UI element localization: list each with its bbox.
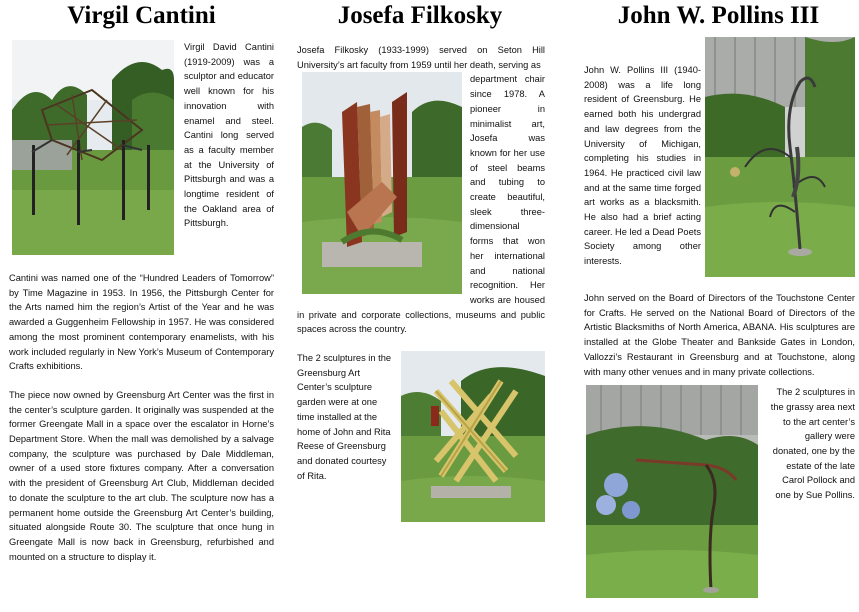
pollins-title: John W. Pollins III	[617, 2, 820, 29]
filkosky-paragraph-2: The 2 sculptures in the Greensburg Art Center’s sculpture garden were at one time installed at the home of John and Rita Reese of Greensburg and donated courtesy of Rita.	[297, 353, 392, 481]
cantini-paragraph-3: The piece now owned by Greensburg Art Center was the first in the center’s sculpture garden. It originally was suspended at the former Greengate Mall in a space over the escalator in Horne’s Department Store. When the mall was demolished by a salvage company, the sculpture was purchased by Dale Middleman, owner of a used store fixtures company. After a conversation with the president of Greensburg Art Club, Middleman decided to donate the sculpture to the art club. The sculpture now has a permanent home outside the Greensburg Art Center’s building, situated alongside Route 30. The sculpture that once hung in Greengate Mall is now back in Greensburg, refurbished and mounted on a structure to display it.	[9, 389, 274, 562]
filkosky-text-flow	[297, 43, 545, 524]
column-pollins	[578, 0, 859, 612]
pollins-paragraph-2: John served on the Board of Directors of the Touchstone Center for Crafts. He served on the National Board of Directors of the Artistic Blacksmiths of North America, ABANA. His sculptures are installed at the Globe Theater and Bankside Gates in London, Vallozzi’s Restaurant in Greensburg and at Touchstone, along with many other venues and in many private collections.	[584, 293, 855, 377]
cantini-text-flow	[9, 40, 274, 564]
pollins-photo-2	[586, 385, 758, 598]
filkosky-photo-2	[401, 351, 545, 522]
pollins-photo-1	[705, 37, 855, 277]
pollins-paragraph-3: The 2 sculptures in the grassy area next to the art center’s gallery were donated, one by the estate of the late Carol Pollock and one by Sue Pollins.	[770, 387, 855, 501]
pollins-text-flow	[584, 37, 855, 600]
column-filkosky	[288, 0, 552, 612]
cantini-paragraph-2: Cantini was named one of the “Hundred Leaders of Tomorrow” by Time Magazine in 1953. In 1956, the Pittsburgh Center for the Arts named him the region’s Artist of the Year and he was awarded a Guggenheim Fellowship in 1957. He was considered among the most prominent contemporary enamelists, with his work included regularly in New York’s Museum of Contemporary Crafts exhibitions.	[9, 273, 274, 372]
filkosky-paragraph-1-wrap: department chair since 1978. A pioneer in minimalist art, Josefa was known for her use of steel beams and tubing to create beautiful, sleek three-dimensional forms that won her international and national recognition. Her works are housed in private and corporate collections, museums and public spaces across the country.	[297, 74, 545, 335]
column-cantini	[0, 0, 283, 612]
filkosky-title: Josefa Filkosky	[337, 2, 503, 29]
cantini-intro: Virgil David Cantini (1919-2009) was a sculptor and educator well known for his innovation with enamel and steel. Cantini long served as a faculty member at the University of Pittsburgh and was a longtime resident of the Oakland area of Pittsburgh.	[184, 42, 274, 229]
filkosky-photo-1	[302, 72, 462, 294]
cantini-title: Virgil Cantini	[67, 2, 216, 29]
filkosky-paragraph-1-top: Josefa Filkosky (1933-1999) served on Seton Hill University’s art faculty from 1959 until her death, serving as	[297, 45, 545, 70]
cantini-photo	[12, 40, 174, 255]
pollins-paragraph-1: John W. Pollins III (1940-2008) was a life long resident of Greensburg. He earned both his undergrad and law degrees from the University of Michigan, completing his studies in 1964. He practiced civil law and at the same time forged art works as a blacksmith. He also had a brief acting career. He led a Dead Poets Society among other interests.	[584, 65, 701, 267]
